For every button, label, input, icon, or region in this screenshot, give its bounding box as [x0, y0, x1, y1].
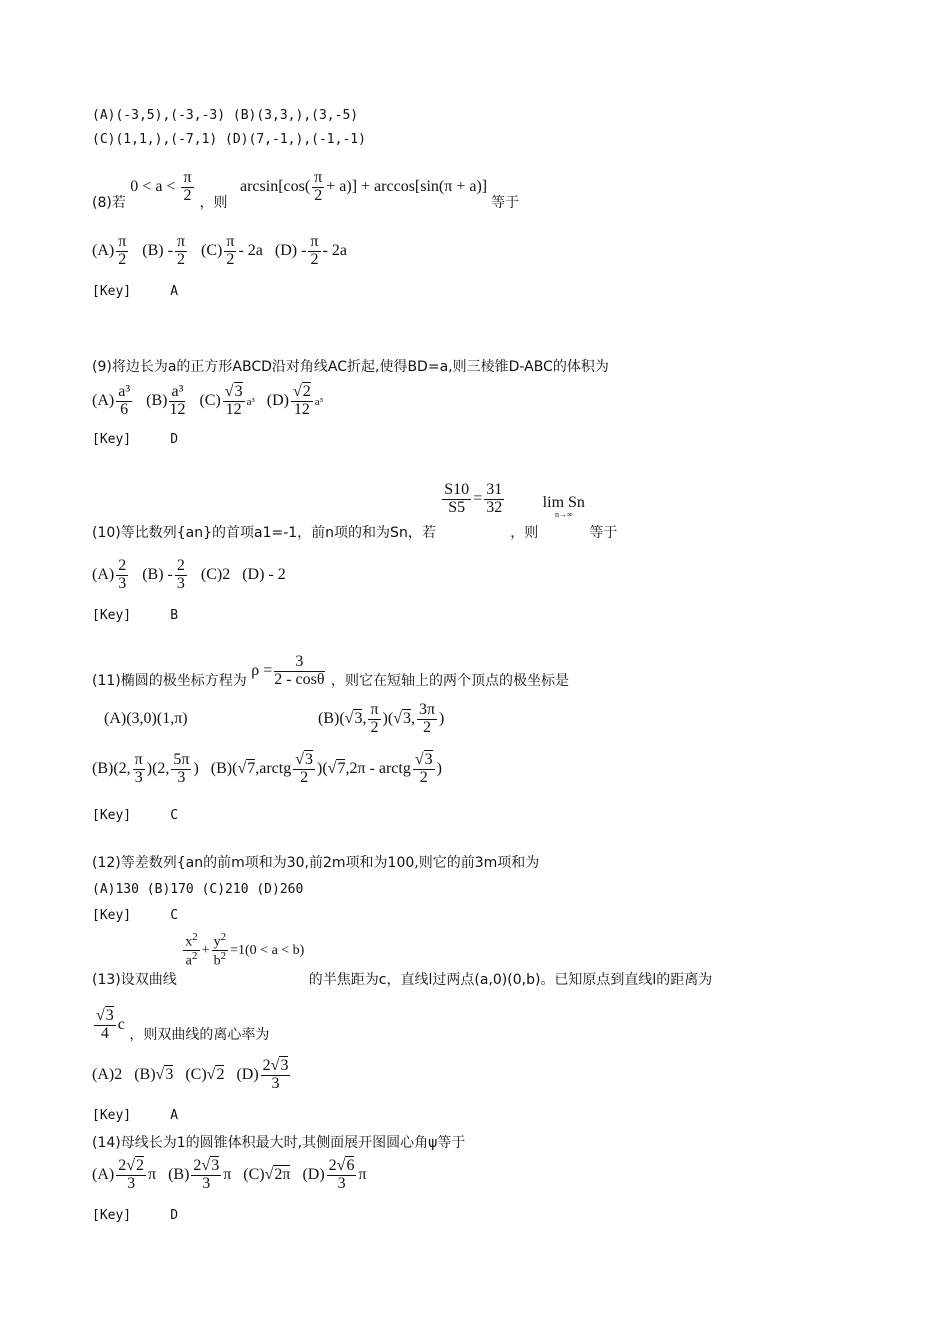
q10-opt-a-num: 2 — [118, 557, 127, 574]
q13-opt-a: (A)2 — [92, 1065, 123, 1083]
q11-den: 2 - cosθ — [274, 670, 325, 688]
q10-n32: 32 — [486, 498, 503, 516]
q13-options: (A)2 (B)√3 (C)√2 (D) $\frac{2√3}{3}$ — [92, 1057, 289, 1092]
q13-stem-cont: $\frac{√3}{4}$ c ，则双曲线的离心率为 — [96, 1007, 270, 1043]
q7-options-line2: (C)(1,1,),(-7,1) (D)(7,-1,),(-1,-1) — [92, 132, 366, 147]
q10-s10: S10 — [444, 481, 470, 498]
q8-opt-b: (B) - — [142, 241, 173, 259]
q10-eq: = — [473, 489, 483, 507]
q13-key-value: A — [170, 1108, 179, 1123]
q14-key-label: [Key] — [92, 1208, 132, 1223]
q10-n31: 31 — [486, 481, 503, 498]
q13-eq: =1(0 < a < b) — [230, 943, 305, 959]
q8-opt-c: (C) — [201, 241, 223, 259]
q9-opt-c-factor: a³ — [246, 395, 255, 408]
q10-stem — [92, 481, 618, 541]
q10-lim-sub: n→∞ — [554, 509, 573, 519]
q14-opt-d: (D) — [302, 1165, 325, 1183]
q9-opt-a-den: 6 — [120, 400, 129, 418]
q12-key-label: [Key] — [92, 908, 132, 923]
q11-stem — [92, 654, 569, 689]
q8-opt-c-num: π — [226, 233, 235, 250]
q8-options — [92, 234, 347, 269]
q9-opt-d-root: 2 — [302, 383, 311, 400]
q8-opt-c-den: 2 — [226, 250, 235, 268]
q12-stem: (12)等差数列{an的前m项和为30,前2m项和为100,则它的前3m项和为 — [92, 855, 540, 871]
q8-opt-a-den: 2 — [118, 250, 127, 268]
q10-lim: lim Sn — [542, 493, 585, 511]
q12-key — [92, 908, 178, 923]
q13-stem-b: 的半焦距为c，直线l过两点(a,0)(0,b)。已知原点到直线l的距离为 — [308, 972, 713, 989]
q8-condition: 0 < a < — [130, 177, 176, 195]
q9-options: (A) $\frac{\text{a³}}{6}$ (B) $\frac{\text{a³}}{12}$ (C) $\frac{√3}{12}$ a³ (D) $\frac{√2}{12}$ a³ — [92, 383, 323, 418]
q8-expr-two: 2 — [314, 186, 323, 204]
q9-key-label: [Key] — [92, 432, 132, 447]
q9-opt-b: (B) — [146, 391, 168, 409]
q11-opt-b-row: (B)(√3, $\frac{\pi}{2}$ )(√3, $\frac{3\pi}{2}$ ) — [318, 701, 445, 736]
q8-expr-a: arcsin[cos( — [239, 177, 311, 195]
q8-cond-two: 2 — [183, 186, 192, 204]
q13-opt-d: (D) — [236, 1065, 259, 1083]
q10-opt-b-num: 2 — [176, 557, 185, 574]
q10-suffix: 等于 — [589, 524, 618, 541]
q8-key-label: [Key] — [92, 284, 132, 299]
q10-stem-a: (10)等比数列{an}的首项a1=-1，前n项的和为Sn，若 — [92, 524, 436, 541]
q9-opt-a-num: a³ — [118, 383, 131, 400]
q13-opt-b: (B) — [134, 1065, 156, 1083]
q9-opt-b-den: 12 — [169, 400, 186, 418]
q8-opt-c-tail: - 2a — [238, 241, 263, 259]
q11-opt-c: (B)(2, — [92, 759, 131, 777]
q8-opt-d-num: π — [310, 233, 319, 250]
q8-suffix: 等于 — [491, 194, 520, 211]
q14-key-value: D — [170, 1208, 179, 1223]
q8-key — [92, 284, 178, 299]
q9-opt-c: (C) — [199, 391, 221, 409]
q11-key-value: C — [170, 808, 179, 823]
q11-options-row2: (B)(2, $\frac{\pi}{3}$ )(2, $\frac{5\pi}{3}$ ) (B)(√7,arctg $\frac{√3}{2}$ )(√7,2π - arctg $\frac{√3}{2}$ ) — [92, 751, 442, 786]
q8-opt-d-tail: - 2a — [322, 241, 347, 259]
q10-opt-c: (C)2 — [200, 565, 231, 583]
q14-opt-a: (A) — [92, 1165, 115, 1183]
q8-opt-d-den: 2 — [310, 250, 319, 268]
q10-s5: S5 — [448, 498, 466, 516]
q13-stem-c: ，则双曲线的离心率为 — [129, 1026, 270, 1043]
q10-opt-b: (B) - — [142, 565, 173, 583]
q9-key — [92, 432, 178, 447]
q10-key-label: [Key] — [92, 608, 132, 623]
q8-opt-b-den: 2 — [176, 250, 185, 268]
q11-rho: ρ = — [251, 661, 273, 679]
q9-opt-c-den: 12 — [225, 400, 242, 418]
q8-opt-a-num: π — [118, 233, 127, 250]
q9-key-value: D — [170, 432, 179, 447]
q9-opt-b-num: a³ — [169, 384, 185, 402]
q11-opt-a: (A)(3,0)(1,π) — [104, 710, 188, 727]
q10-opt-d: (D) - 2 — [242, 565, 286, 583]
q8-cond-pi: π — [183, 169, 192, 186]
q9-opt-d: (D) — [266, 391, 289, 409]
q8-expr-b: + a)] + arccos[sin(π + a)] — [326, 177, 488, 195]
q9-opt-d-den: 12 — [293, 400, 310, 418]
q11-stem-a: (11)椭圆的极坐标方程为 — [92, 672, 247, 689]
q8-then: ，则 — [199, 194, 228, 211]
q9-stem: (9)将边长为a的正方形ABCD沿对角线AC折起,使得BD=a,则三棱锥D-ABC的体积为 — [92, 359, 609, 375]
q8-opt-a: (A) — [92, 241, 115, 259]
q11-key-label: [Key] — [92, 808, 132, 823]
q14-stem: (14)母线长为1的圆锥体积最大时,其侧面展开图圆心角ψ等于 — [92, 1135, 466, 1151]
q11-opt-b: (B)( — [318, 709, 345, 727]
q14-opt-b: (B) — [168, 1165, 190, 1183]
q10-opt-b-den: 3 — [176, 574, 185, 592]
q13-four: 4 — [100, 1024, 109, 1042]
q13-stem: (13)设双曲线 $\frac{x^2}{a^2}$ + $\frac{y^2}{b^2}$ =1(0 < a < b) 的半焦距为c，直线l过两点(a,0)(0,b)。已知原点到直线l的距离为 — [92, 931, 713, 989]
q11-stem-b: ，则它在短轴上的两个顶点的极坐标是 — [331, 672, 569, 689]
q11-key — [92, 808, 178, 823]
q10-opt-a: (A) — [92, 565, 115, 583]
q8-prefix: (8)若 — [92, 194, 126, 211]
q13-opt-c: (C) — [185, 1065, 207, 1083]
q13-key-label: [Key] — [92, 1108, 132, 1123]
q10-opt-a-den: 3 — [118, 574, 127, 592]
q8-opt-d: (D) - — [274, 241, 307, 259]
q11-num: 3 — [274, 654, 324, 672]
q14-opt-c: (C) — [243, 1165, 265, 1183]
q7-options-line1: (A)(-3,5),(-3,-3) (B)(3,3,),(3,-5) — [92, 108, 359, 123]
q14-options: (A) $\frac{2√2}{3}$ π (B) $\frac{2√3}{3}$ π (C)√2π (D) $\frac{2√6}{3}$ π — [92, 1157, 367, 1192]
q8-key-value: A — [170, 284, 179, 299]
q10-key-value: B — [170, 608, 179, 623]
q10-options — [92, 558, 286, 593]
q9-opt-d-factor: a³ — [314, 395, 323, 408]
q9-opt-a: (A) — [92, 391, 115, 409]
q9-opt-c-root: 3 — [234, 383, 243, 400]
q8-stem — [92, 169, 520, 221]
q10-key — [92, 608, 178, 623]
q12-options: (A)130 (B)170 (C)210 (D)260 — [92, 882, 304, 897]
q12-key-value: C — [170, 908, 179, 923]
q8-opt-b-num: π — [176, 233, 186, 250]
q13-key — [92, 1108, 178, 1123]
q13-stem-a: (13)设双曲线 — [92, 972, 177, 989]
q11-opt-d: (B)( — [210, 759, 238, 777]
q14-key — [92, 1208, 178, 1223]
q8-expr-pi: π — [314, 169, 323, 186]
q10-then: ，则 — [510, 524, 539, 541]
